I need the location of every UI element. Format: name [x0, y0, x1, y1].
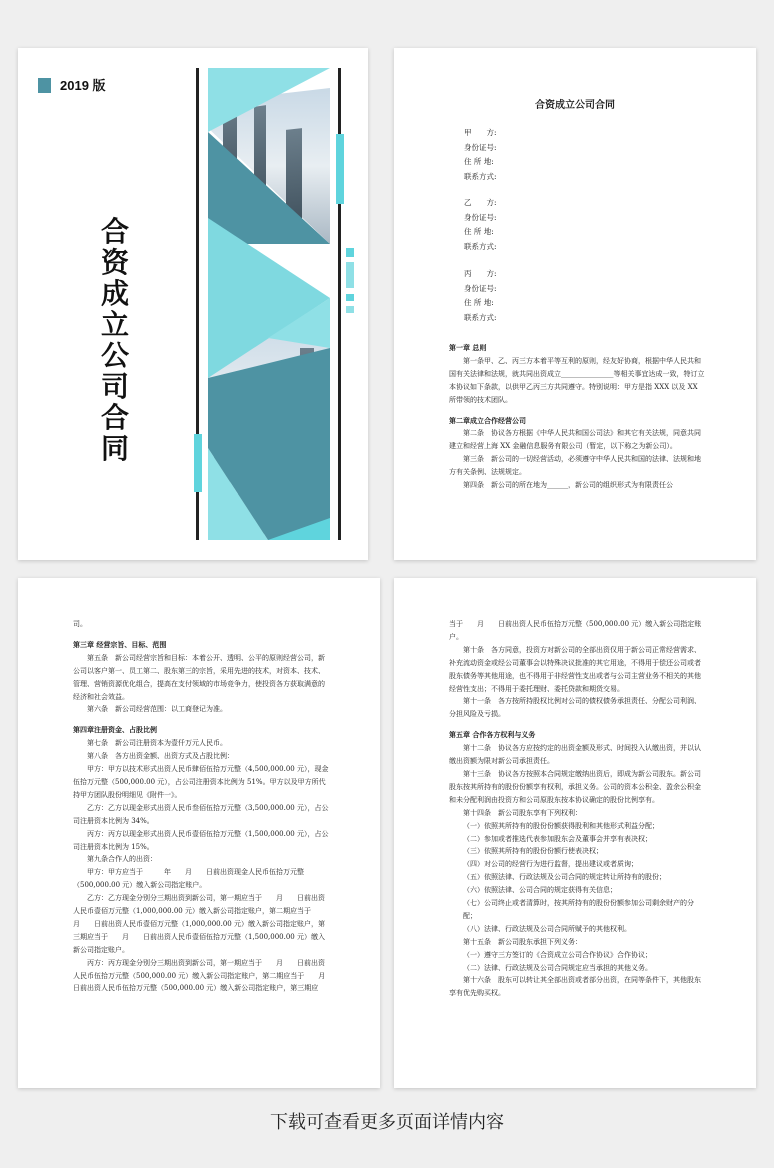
party-field: 甲 方:	[464, 128, 497, 137]
chapter-heading: 第三章 经营宗旨、目标、范围	[73, 639, 167, 649]
paragraph: 第十二条 协议各方应按约定的出资金额及形式、时间投入认缴出资，并以认缴出资额为限对新公司承担责任。	[449, 744, 701, 766]
accent-dash	[346, 294, 354, 301]
accent-bar-right	[336, 134, 344, 204]
document-title: 合资成立公司合同	[535, 100, 615, 111]
paragraph: 第十六条 股东可以转让其全部出资或者部分出资，在同等条件下，其他股东享有优先购买权。	[449, 976, 701, 998]
party-field: 住 所 地:	[464, 298, 494, 308]
chapter-heading: 第四章注册资金、占股比例	[73, 725, 157, 735]
contract-page-1	[394, 48, 756, 560]
paragraph: 第五条 新公司经营宗旨和目标：本着公开、透明、公平的原则经营公司，新公司以客户第一、员工第二、股东第三的宗旨，采用先进的技术，对资本、技术、管理、营销资源优化组合，提高在支付领域的市场竞争力，使投资各方获取满意的经济和社会效益。	[73, 653, 325, 701]
paragraph: 第一条甲、乙、丙三方本着平等互利的原则，经友好协商，根据中华人民共和国有关法律和法规，就共同出资成立_______________等相关事宜达成一致，特订立本协议如下条款，以供甲乙丙三方共同遵守。特别说明：甲方是指 XXX 以及 XX 所带领的技术团队。	[449, 356, 705, 404]
paragraph: 丙方：丙方现金分别分三期出资到新公司，第一期应当于 月 日前出资人民币伍拾万元整（500,000.00 元）缴入新公司指定账户，第二期应当于 月日前出资人民币伍拾万元整（500,000.00 元）缴入新公司指定账户，第三期应	[73, 958, 326, 993]
paragraph: 第十一条 各方按所持股权比例对公司的债权债务承担责任、分配公司利润、分担风险及亏损。	[449, 697, 701, 719]
cover-title: 合 资 成 立 公 司 合 同	[100, 216, 129, 464]
accent-dash	[346, 248, 354, 257]
paragraph: 当于 月 日前出资人民币伍拾万元整（500,000.00 元）缴入新公司指定账户。	[449, 620, 702, 641]
version-label: 2019 版	[60, 78, 106, 93]
cover-page	[18, 48, 368, 560]
accent-dash	[346, 306, 354, 313]
party-field: 身份证号:	[464, 142, 497, 152]
paragraph: （四）对公司的经营行为进行监督，提出建议或者质询；	[463, 860, 638, 869]
paragraph: 第四条 新公司的所在地为______，新公司的组织形式为有限责任公	[463, 481, 673, 490]
contract-body	[449, 334, 705, 492]
paragraph: 第七条 新公司注册资本为壹仟万元人民币。	[87, 739, 227, 748]
party-block-b	[464, 196, 497, 254]
chapter-heading: 第一章 总则	[449, 343, 487, 352]
party-field: 丙 方:	[464, 269, 497, 278]
paragraph: 甲方：甲方以技术形式出资人民币肆佰伍拾万元整（4,500,000.00 元），现金伍拾万元整（500,000.00 元），占公司注册资本比例为 51%。甲方以及甲方所代持甲方团队股份明细见《附件一》。	[73, 765, 329, 799]
contract-page-2	[18, 578, 380, 1088]
paragraph: 乙方：乙方现金分别分三期出资到新公司，第一期应当于 月 日前出资人民币壹佰万元整（1,000,000.00 元）缴入新公司指定账户，第二期应当于 月 日前出资人民币壹佰万元整（1,000,000.00 元）缴入新公司指定账户，第三期应当于 月 日前出资人民币壹佰伍拾万元整（1,500,000.00 元）缴入新公司指定账户。	[73, 894, 325, 954]
contract-body	[73, 618, 329, 995]
paragraph: 丙方：丙方以现金形式出资人民币壹佰伍拾万元整（1,500,000.00 元），占公司注册资本比例为 15%。	[73, 829, 329, 851]
paragraph: （五）依照法律、行政法规及公司合同的规定转让所持有的股份；	[463, 873, 666, 882]
party-field: 住 所 地:	[464, 227, 494, 237]
contract-body	[449, 618, 705, 1000]
party-field: 联系方式:	[464, 241, 497, 251]
accent-dash	[346, 262, 354, 288]
paragraph: （二）参加或者推选代表参加股东会及董事会并享有表决权；	[463, 834, 652, 843]
party-field: 联系方式:	[464, 171, 497, 181]
cover-artwork	[18, 48, 368, 560]
paragraph: 司。	[73, 620, 87, 628]
party-field: 乙 方:	[464, 198, 497, 207]
paragraph: 第二条 协议各方根据《中华人民共和国公司法》和其它有关法规，同意共同建立和经营上海 XX 金融信息服务有限公司（暂定，以下称之为新公司）。	[449, 429, 701, 451]
footer-caption: 下载可查看更多页面详情内容	[270, 1112, 504, 1133]
paragraph: 第九条合作人的出资：	[87, 855, 157, 864]
party-block-a	[464, 126, 497, 184]
chapter-heading: 第五章 合作各方权利与义务	[449, 730, 536, 740]
accent-bar-left	[194, 434, 202, 492]
paragraph: （一）遵守三方签订的《合资成立公司合作协议》合作协议；	[463, 950, 652, 959]
chapter-heading: 第二章成立合作经营公司	[449, 415, 526, 425]
party-field: 联系方式:	[464, 312, 497, 322]
paragraph: （六）依照法律、公司合同的规定获得有关信息；	[463, 886, 617, 895]
paragraph: 第八条 各方出资金额、出资方式及占股比例：	[87, 752, 234, 761]
paragraph: （七）公司终止或者清算时，按其所持有的股份份额参加公司剩余财产的分配；	[463, 899, 694, 920]
paragraph: （一）依照其所持有的股份份额获得股利和其他形式利益分配；	[463, 821, 659, 830]
paragraph: （八）法律、行政法规及公司合同所赋予的其他权利。	[463, 924, 631, 933]
paragraph: （三）依照其所持有的股份份额行使表决权；	[463, 847, 603, 856]
paragraph: 第三条 新公司的一切经营活动，必须遵守中华人民共和国的法律、法规和地方有关条例、法规规定。	[449, 455, 701, 477]
party-field: 身份证号:	[464, 283, 497, 293]
contract-page-3	[394, 578, 756, 1088]
paragraph: 第十条 各方同意，投资方对新公司的全部出资仅用于新公司正常经营需求、补充流动资金或经公司董事会以特殊决议批准的其它用途，不得用于偿还公司或者股东债务等其他用途，也不得用于非经营性支出或者与公司主营业务不相关的其他经营性支出；不得用于委托理财、委托贷款和期货交易。	[449, 645, 701, 693]
paragraph: 第十三条 协议各方按照本合同规定缴纳出资后，即成为新公司股东。新公司股东按其所持有的股份份额享有权利，承担义务。公司的资本公积金、盈余公积金和未分配利润由投资方和公司原股东按本协议确定的股份比例享有。	[449, 769, 701, 804]
party-block-c	[464, 267, 497, 325]
version-marker	[38, 78, 51, 93]
paragraph: 第六条 新公司经营范围：以工商登记为准。	[87, 705, 227, 714]
party-field: 身份证号:	[464, 212, 497, 222]
paragraph: 乙方：乙方以现金形式出资人民币叁佰伍拾万元整（3,500,000.00 元），占公司注册资本比例为 34%。	[73, 803, 329, 825]
paragraph: 甲方：甲方应当于 年 月 日前出资现金人民币伍拾万元整（500,000.00 元）缴入新公司指定账户。	[73, 868, 304, 890]
paragraph: （二）法律、行政法规及公司合同规定应当承担的其他义务。	[463, 963, 652, 972]
paragraph: 第十四条 新公司股东享有下列权利：	[463, 808, 582, 817]
paragraph: 第十五条 新公司股东承担下列义务：	[463, 937, 582, 946]
party-field: 住 所 地:	[464, 157, 494, 167]
